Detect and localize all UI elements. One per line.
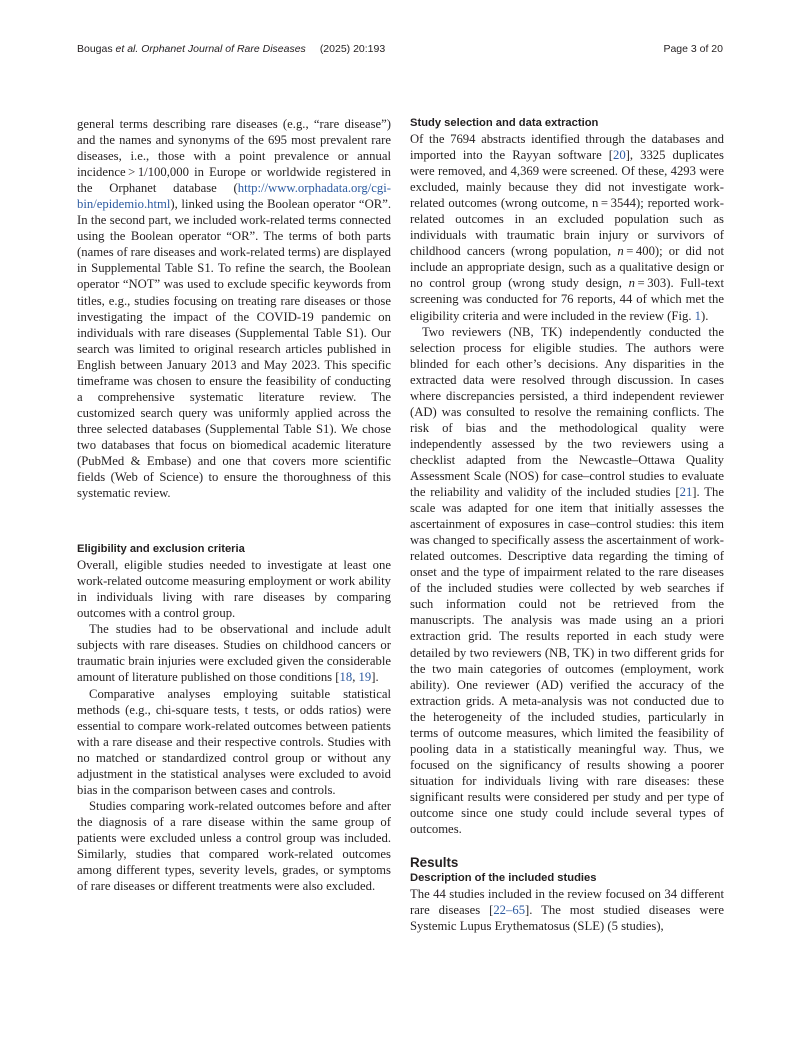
paragraph-reviewers — [410, 324, 724, 838]
header-journal: Orphanet Journal of Rare Diseases — [138, 43, 306, 55]
reference-22-65-link[interactable]: 22–65 — [493, 903, 526, 918]
figure-1-link[interactable]: 1 — [694, 308, 702, 323]
heading-results: Results — [410, 855, 459, 871]
left-column — [77, 116, 391, 894]
text: Of the 7694 abstracts identified through the databases and imported into the Rayyan software [ — [410, 132, 724, 163]
orphadata-link[interactable]: http://www.orphadata.org/cgi-bin/epidemio.html — [77, 181, 391, 212]
text: The 44 studies included in the review focused on 34 different rare diseases [ — [410, 887, 724, 918]
heading-eligibility: Eligibility and exclusion criteria — [77, 543, 245, 556]
text: Two reviewers (NB, TK) independently conducted the selection process for eligible studies. The authors were blinded for each other’s decisions. Any disparities in the extracted data were resolved through discussion. In cases where discrepancies persisted, a third independent reviewer (AD) was consulted to resolve the remaining conflicts. The risk of bias and the methodological quality were independently assessed by the two reviewers using a checklist adapted from the Newcastle–Ottawa Quality Assessment Scale (NOS) for case–control studies to evaluate the reliability and validity of the included studies [ — [410, 324, 724, 500]
paragraph-abstracts — [410, 131, 724, 324]
text: ]. The most studied diseases were Systemic Lupus Erythematosus (SLE) (5 studies), — [410, 903, 724, 934]
text: , — [352, 670, 359, 685]
paragraph-search-strategy — [77, 116, 391, 501]
reference-19-link[interactable]: 19 — [358, 670, 372, 685]
text: ), linked using the Boolean operator “OR”. In the second part, we included work-related terms connected using the Boolean operator “OR”. The terms of both parts (names of rare diseases and work-related terms) are displayed in Supplemental Table S1. To refine the search, the Boolean operator “NOT” was used to exclude specific keywords from titles, e.g., studies focusing on treating rare diseases or those investigating the impact of the COVID-19 pandemic on individuals with rare diseases (Supplemental Table S1). Our search was limited to original research articles published in English between January 2013 and May 2023. This specific timeframe was chosen to ensure the feasibility of conducting a comprehensive systematic literature review. The customized search query was uniformly applied across the three selected databases (Supplemental Table S1). We chose two databases that focus on biomedical academic literature (PubMed & Embase) and one that covers more scientific fields (Web of Science) to ensure the thoroughness of this systematic review. — [77, 197, 391, 501]
text: = 303). Full-text screening was conducted for 76 reports, 44 of which met the eligibility criteria and were included in the review (Fig. — [410, 276, 724, 323]
text: general terms describing rare diseases (e.g., “rare disease”) and the names and synonyms of the 695 most prevalent rare diseases, i.e., those with a point prevalence or annual incidence > 1/100,000 in Europe or worldwide registered in the Orphanet database ( — [77, 117, 391, 196]
running-head-citation — [77, 43, 385, 55]
text: The studies had to be observational and include adult subjects with rare diseases. Studies on childhood cancers or traumatic brain injuries were excluded given the considerable amount of literature published on those conditions [ — [77, 622, 391, 685]
header-authors: Bougas — [77, 43, 116, 55]
paragraph-included-studies — [410, 886, 724, 934]
text: n — [628, 276, 635, 291]
text: ]. The scale was adapted for one item that initially assesses the ascertainment of exposures in case–control studies: this item was changed to specifically assess the ascertainment of work-related outcomes. Descriptive data regarding the timing of onset and the type of impairment related to the rare diseases of the included studies were collected by web searches if such information could not be retrieved from the manuscripts. The analysis was made using an a priori extraction grid. The results reported in each study were detailed by two reviewers (NB, TK) in two different grids for the two main categories of outcomes (employment, work ability). One reviewer (AD) verified the accuracy of the extraction grids. A meta-analysis was not conducted due to the heterogeneity of the included studies, particularly in terms of outcome measures, which limited the feasibility of pooling data in a statistically meaningful way. Thus, we focused on the significancy of results showing a poorer situation for individuals living with rare diseases: these significant results were considered per study and per type of outcome since one study could include several types of outcomes. — [410, 485, 724, 837]
paragraph-eligibility-overall: Overall, eligible studies needed to investigate at least one work-related outcome measuring employment or work ability in individuals living with rare diseases by comparing outcomes with a control group. — [77, 558, 391, 621]
header-et-al: et al. — [115, 43, 139, 55]
text: n — [617, 244, 624, 259]
reference-18-link[interactable]: 18 — [339, 670, 353, 685]
paragraph-before-after: Studies comparing work-related outcomes before and after the diagnosis of a rare disease within the same group of patients were excluded unless a control group was included. Similarly, studies that compared work-related outcomes among different types, severity levels, grades, or symptoms of rare diseases or different treatments were also excluded. — [77, 798, 391, 894]
reference-20-link[interactable]: 20 — [612, 148, 626, 163]
heading-description: Description of the included studies — [410, 872, 597, 885]
right-column — [410, 116, 724, 934]
text: ], 3325 duplicates were removed, and 4,369 were screened. Of these, 4293 were excluded, mainly because they did not investigate work-related outcomes (wrong outcome, n = 3544); reported work-related outcomes in an excluded population such as individuals with traumatic brain injury or survivors of childhood cancers (wrong population, — [410, 148, 724, 259]
page-number: Page 3 of 20 — [663, 43, 723, 55]
reference-21-link[interactable]: 21 — [679, 485, 693, 500]
text: ]. — [371, 670, 379, 685]
text: ). — [701, 308, 709, 323]
header-year-volume: (2025) 20:193 — [319, 43, 386, 55]
paragraph-observational — [77, 621, 391, 685]
text: = 400); or did not include an appropriate design, such as a qualitative design or no control group (wrong study design, — [410, 244, 724, 291]
paragraph-comparative: Comparative analyses employing suitable statistical methods (e.g., chi-square tests, t tests, or odds ratios) were essential to compare work-related outcomes between patients with a rare disease and their respective controls. Studies with no matched or standardized control group or without any adjustment in the statistical analyses were excluded to avoid bias in the comparison between cases and controls. — [77, 686, 391, 797]
running-head — [77, 43, 723, 59]
heading-study-selection: Study selection and data extraction — [410, 117, 599, 129]
